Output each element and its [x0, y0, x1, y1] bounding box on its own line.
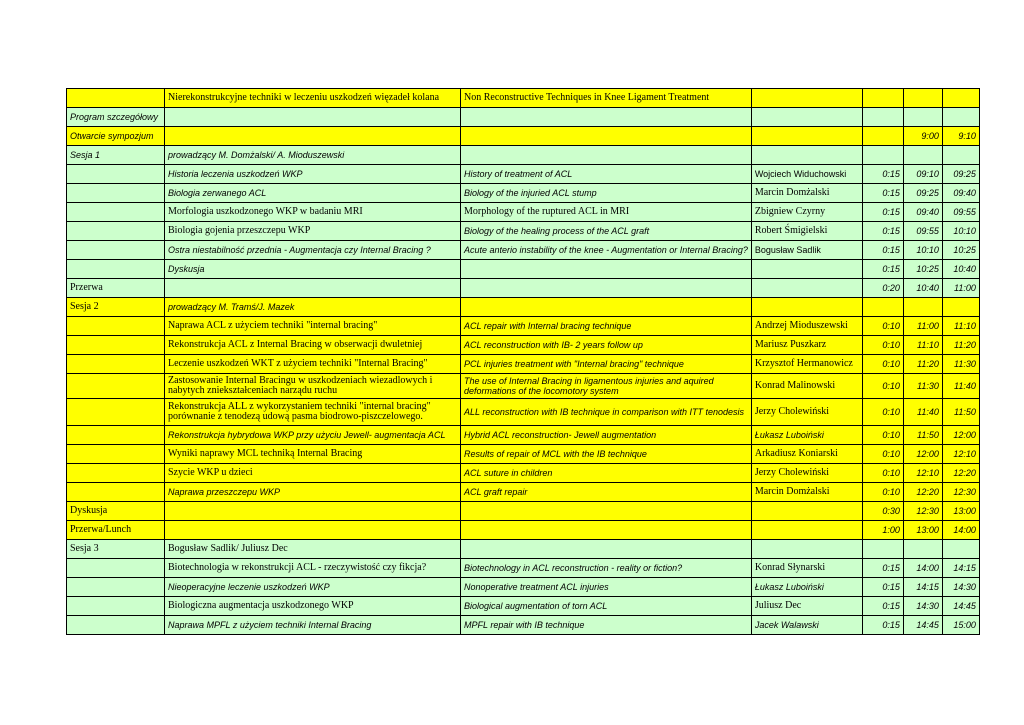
label-cell[interactable]: Otwarcie sympozjum — [67, 127, 165, 146]
topic-en-cell[interactable]: The use of Internal Bracing in ligamentous injuries and aquired deformations of the locomotory system — [461, 374, 752, 399]
duration-cell[interactable] — [862, 89, 903, 108]
schedule-row — [67, 559, 980, 578]
schedule-row — [67, 241, 980, 260]
label-cell[interactable] — [67, 426, 165, 445]
schedule-row — [67, 336, 980, 355]
topic-en-cell[interactable]: Biological augmentation of torn ACL — [461, 597, 752, 616]
speaker-cell[interactable]: Konrad Malinowski — [751, 374, 862, 399]
end-time-cell[interactable] — [942, 89, 979, 108]
schedule-row — [67, 399, 980, 426]
end-time-cell[interactable]: 11:50 — [942, 399, 979, 426]
duration-cell[interactable]: 0:30 — [862, 502, 903, 521]
label-cell[interactable] — [67, 203, 165, 222]
duration-cell[interactable]: 0:10 — [862, 464, 903, 483]
topic-pl-cell[interactable]: Nieoperacyjne leczenie uszkodzeń WKP — [165, 578, 461, 597]
topic-en-cell[interactable] — [461, 502, 752, 521]
start-time-cell[interactable]: 11:40 — [903, 399, 942, 426]
start-time-cell[interactable]: 14:15 — [903, 578, 942, 597]
end-time-cell[interactable] — [942, 298, 979, 317]
label-cell[interactable]: Sesja 2 — [67, 298, 165, 317]
topic-pl-cell[interactable]: prowadzący M. Tramś/J. Mazek — [165, 298, 461, 317]
duration-cell[interactable]: 0:20 — [862, 279, 903, 298]
duration-cell[interactable]: 0:10 — [862, 426, 903, 445]
topic-pl-cell[interactable] — [165, 127, 461, 146]
topic-pl-cell[interactable]: Biotechnologia w rekonstrukcji ACL - rzeczywistość czy fikcja? — [165, 559, 461, 578]
speaker-cell[interactable] — [751, 260, 862, 279]
start-time-cell[interactable]: 14:30 — [903, 597, 942, 616]
schedule-row — [67, 521, 980, 540]
schedule-row — [67, 616, 980, 635]
topic-en-cell[interactable]: Results of repair of MCL with the IB technique — [461, 445, 752, 464]
topic-en-cell[interactable]: PCL injuries treatment with "Internal bracing" technique — [461, 355, 752, 374]
end-time-cell[interactable]: 09:55 — [942, 203, 979, 222]
speaker-cell[interactable]: Łukasz Luboiński — [751, 578, 862, 597]
label-cell[interactable] — [67, 483, 165, 502]
label-cell[interactable]: Sesja 3 — [67, 540, 165, 559]
schedule-row — [67, 597, 980, 616]
label-cell[interactable] — [67, 184, 165, 203]
duration-cell[interactable]: 0:15 — [862, 184, 903, 203]
end-time-cell[interactable]: 14:15 — [942, 559, 979, 578]
speaker-cell[interactable]: Robert Śmigielski — [751, 222, 862, 241]
topic-pl-cell[interactable] — [165, 279, 461, 298]
label-cell[interactable] — [67, 597, 165, 616]
schedule-row — [67, 578, 980, 597]
label-cell[interactable] — [67, 165, 165, 184]
label-cell[interactable]: Przerwa — [67, 279, 165, 298]
speaker-cell[interactable] — [751, 146, 862, 165]
duration-cell[interactable]: 0:10 — [862, 336, 903, 355]
label-cell[interactable] — [67, 559, 165, 578]
topic-pl-cell[interactable] — [165, 521, 461, 540]
end-time-cell[interactable]: 14:00 — [942, 521, 979, 540]
end-time-cell[interactable]: 11:30 — [942, 355, 979, 374]
speaker-cell[interactable] — [751, 89, 862, 108]
end-time-cell[interactable]: 15:00 — [942, 616, 979, 635]
speaker-cell[interactable] — [751, 298, 862, 317]
start-time-cell[interactable]: 11:00 — [903, 317, 942, 336]
end-time-cell[interactable]: 11:20 — [942, 336, 979, 355]
topic-pl-cell[interactable]: Rekonstrukcja hybrydowa WKP przy użyciu Jewell- augmentacja ACL — [165, 426, 461, 445]
duration-cell[interactable] — [862, 127, 903, 146]
topic-pl-cell[interactable]: Biologia zerwanego ACL — [165, 184, 461, 203]
speaker-cell[interactable]: Jerzy Cholewiński — [751, 399, 862, 426]
duration-cell[interactable]: 0:15 — [862, 578, 903, 597]
duration-cell[interactable]: 0:10 — [862, 374, 903, 399]
duration-cell[interactable]: 0:10 — [862, 399, 903, 426]
duration-cell[interactable]: 0:15 — [862, 260, 903, 279]
title-pl-cell[interactable]: Nierekonstrukcyjne techniki w leczeniu uszkodzeń więzadeł kolana — [165, 89, 461, 108]
label-cell[interactable] — [67, 355, 165, 374]
topic-pl-cell[interactable]: Naprawa ACL z użyciem techniki "internal bracing" — [165, 317, 461, 336]
start-time-cell[interactable]: 09:40 — [903, 203, 942, 222]
start-time-cell[interactable]: 11:20 — [903, 355, 942, 374]
topic-en-cell[interactable] — [461, 260, 752, 279]
end-time-cell[interactable]: 12:20 — [942, 464, 979, 483]
start-time-cell[interactable]: 12:20 — [903, 483, 942, 502]
topic-pl-cell[interactable] — [165, 502, 461, 521]
schedule-row — [67, 483, 980, 502]
end-time-cell[interactable]: 10:40 — [942, 260, 979, 279]
label-cell[interactable] — [67, 241, 165, 260]
topic-en-cell[interactable]: Biology of the injuried ACL stump — [461, 184, 752, 203]
start-time-cell[interactable]: 12:10 — [903, 464, 942, 483]
speaker-cell[interactable]: Łukasz Luboiński — [751, 426, 862, 445]
topic-pl-cell[interactable]: Zastosowanie Internal Bracingu w uszkodzeniach wiezadlowych i nabytych zniekształceniach narządu ruchu — [165, 374, 461, 399]
end-time-cell[interactable]: 11:40 — [942, 374, 979, 399]
schedule-row — [67, 445, 980, 464]
label-cell[interactable] — [67, 399, 165, 426]
end-time-cell[interactable]: 13:00 — [942, 502, 979, 521]
end-time-cell[interactable]: 14:30 — [942, 578, 979, 597]
schedule-row — [67, 260, 980, 279]
speaker-cell[interactable]: Marcin Domżalski — [751, 483, 862, 502]
end-time-cell[interactable]: 12:30 — [942, 483, 979, 502]
speaker-cell[interactable]: Konrad Słynarski — [751, 559, 862, 578]
end-time-cell[interactable]: 9:10 — [942, 127, 979, 146]
duration-cell[interactable]: 1:00 — [862, 521, 903, 540]
label-cell[interactable] — [67, 616, 165, 635]
topic-en-cell[interactable] — [461, 521, 752, 540]
speaker-cell[interactable] — [751, 540, 862, 559]
label-cell[interactable] — [67, 89, 165, 108]
topic-en-cell[interactable]: Biology of the healing process of the ACL graft — [461, 222, 752, 241]
speaker-cell[interactable]: Zbigniew Czyrny — [751, 203, 862, 222]
topic-en-cell[interactable] — [461, 540, 752, 559]
topic-pl-cell[interactable]: Dyskusja — [165, 260, 461, 279]
schedule-row — [67, 279, 980, 298]
end-time-cell[interactable]: 09:40 — [942, 184, 979, 203]
start-time-cell[interactable]: 10:40 — [903, 279, 942, 298]
topic-en-cell[interactable]: ACL reconstruction with IB- 2 years follow up — [461, 336, 752, 355]
schedule-row — [67, 108, 980, 127]
topic-en-cell[interactable] — [461, 127, 752, 146]
speaker-cell[interactable]: Wojciech Widuchowski — [751, 165, 862, 184]
schedule-row — [67, 464, 980, 483]
duration-cell[interactable]: 0:10 — [862, 317, 903, 336]
topic-pl-cell[interactable]: Morfologia uszkodzonego WKP w badaniu MRI — [165, 203, 461, 222]
start-time-cell[interactable]: 14:45 — [903, 616, 942, 635]
end-time-cell[interactable]: 12:10 — [942, 445, 979, 464]
speaker-cell[interactable]: Jerzy Cholewiński — [751, 464, 862, 483]
topic-en-cell[interactable] — [461, 298, 752, 317]
topic-pl-cell[interactable]: Ostra niestabilność przednia - Augmentacja czy Internal Bracing ? — [165, 241, 461, 260]
duration-cell[interactable] — [862, 108, 903, 127]
speaker-cell[interactable]: Marcin Domżalski — [751, 184, 862, 203]
label-cell[interactable]: Dyskusja — [67, 502, 165, 521]
start-time-cell[interactable]: 11:50 — [903, 426, 942, 445]
duration-cell[interactable]: 0:15 — [862, 559, 903, 578]
end-time-cell[interactable]: 12:00 — [942, 426, 979, 445]
duration-cell[interactable] — [862, 146, 903, 165]
topic-pl-cell[interactable]: Szycie WKP u dzieci — [165, 464, 461, 483]
label-cell[interactable]: Program szczegółowy — [67, 108, 165, 127]
duration-cell[interactable]: 0:15 — [862, 165, 903, 184]
start-time-cell[interactable]: 09:10 — [903, 165, 942, 184]
start-time-cell[interactable]: 10:25 — [903, 260, 942, 279]
label-cell[interactable] — [67, 578, 165, 597]
topic-en-cell[interactable]: ACL graft repair — [461, 483, 752, 502]
label-cell[interactable] — [67, 317, 165, 336]
topic-en-cell[interactable]: ALL reconstruction with IB technique in comparison with ITT tenodesis — [461, 399, 752, 426]
topic-en-cell[interactable]: Nonoperative treatment ACL injuries — [461, 578, 752, 597]
duration-cell[interactable]: 0:10 — [862, 355, 903, 374]
topic-pl-cell[interactable]: prowadzący M. Domżalski/ A. Mioduszewski — [165, 146, 461, 165]
end-time-cell[interactable] — [942, 540, 979, 559]
duration-cell[interactable] — [862, 540, 903, 559]
speaker-cell[interactable]: Bogusław Sadlik — [751, 241, 862, 260]
speaker-cell[interactable] — [751, 127, 862, 146]
topic-en-cell[interactable] — [461, 146, 752, 165]
topic-en-cell[interactable]: History of treatment of ACL — [461, 165, 752, 184]
schedule-row — [67, 298, 980, 317]
start-time-cell[interactable]: 11:30 — [903, 374, 942, 399]
topic-en-cell[interactable]: Morphology of the ruptured ACL in MRI — [461, 203, 752, 222]
speaker-cell[interactable]: Krzysztof Hermanowicz — [751, 355, 862, 374]
topic-pl-cell[interactable] — [165, 108, 461, 127]
label-cell[interactable] — [67, 260, 165, 279]
topic-pl-cell[interactable]: Biologiczna augmentacja uszkodzonego WKP — [165, 597, 461, 616]
start-time-cell[interactable]: 12:00 — [903, 445, 942, 464]
topic-en-cell[interactable]: ACL suture in children — [461, 464, 752, 483]
speaker-cell[interactable] — [751, 108, 862, 127]
speaker-cell[interactable]: Andrzej Mioduszewski — [751, 317, 862, 336]
schedule-row — [67, 165, 980, 184]
schedule-row — [67, 317, 980, 336]
start-time-cell[interactable] — [903, 298, 942, 317]
speaker-cell[interactable] — [751, 279, 862, 298]
start-time-cell[interactable]: 9:00 — [903, 127, 942, 146]
topic-en-cell[interactable]: MPFL repair with IB technique — [461, 616, 752, 635]
topic-pl-cell[interactable]: Wyniki naprawy MCL techniką Internal Bracing — [165, 445, 461, 464]
topic-pl-cell[interactable]: Leczenie uszkodzeń WKT z użyciem techniki "Internal Bracing" — [165, 355, 461, 374]
schedule-row — [67, 203, 980, 222]
end-time-cell[interactable]: 11:10 — [942, 317, 979, 336]
end-time-cell[interactable]: 11:00 — [942, 279, 979, 298]
schedule-row — [67, 127, 980, 146]
duration-cell[interactable]: 0:10 — [862, 483, 903, 502]
speaker-cell[interactable]: Arkadiusz Koniarski — [751, 445, 862, 464]
start-time-cell[interactable]: 14:00 — [903, 559, 942, 578]
label-cell[interactable] — [67, 445, 165, 464]
start-time-cell[interactable] — [903, 540, 942, 559]
duration-cell[interactable]: 0:15 — [862, 203, 903, 222]
speaker-cell[interactable]: Mariusz Puszkarz — [751, 336, 862, 355]
start-time-cell[interactable]: 13:00 — [903, 521, 942, 540]
label-cell[interactable] — [67, 374, 165, 399]
topic-pl-cell[interactable]: Historia leczenia uszkodzeń WKP — [165, 165, 461, 184]
start-time-cell[interactable]: 09:25 — [903, 184, 942, 203]
end-time-cell[interactable]: 14:45 — [942, 597, 979, 616]
label-cell[interactable]: Sesja 1 — [67, 146, 165, 165]
duration-cell[interactable] — [862, 298, 903, 317]
topic-en-cell[interactable]: Hybrid ACL reconstruction- Jewell augmentation — [461, 426, 752, 445]
speaker-cell[interactable]: Juliusz Dec — [751, 597, 862, 616]
topic-en-cell[interactable] — [461, 279, 752, 298]
duration-cell[interactable]: 0:15 — [862, 222, 903, 241]
topic-pl-cell[interactable]: Naprawa MPFL z użyciem techniki Internal Bracing — [165, 616, 461, 635]
header-row — [67, 89, 980, 108]
start-time-cell[interactable]: 12:30 — [903, 502, 942, 521]
end-time-cell[interactable]: 10:10 — [942, 222, 979, 241]
start-time-cell[interactable] — [903, 146, 942, 165]
schedule-row — [67, 146, 980, 165]
topic-en-cell[interactable] — [461, 108, 752, 127]
speaker-cell[interactable]: Jacek Walawski — [751, 616, 862, 635]
start-time-cell[interactable] — [903, 108, 942, 127]
end-time-cell[interactable] — [942, 108, 979, 127]
title-en-cell[interactable]: Non Reconstructive Techniques in Knee Ligament Treatment — [461, 89, 752, 108]
duration-cell[interactable]: 0:15 — [862, 616, 903, 635]
topic-en-cell[interactable]: ACL repair with Internal bracing technique — [461, 317, 752, 336]
start-time-cell[interactable]: 10:10 — [903, 241, 942, 260]
duration-cell[interactable]: 0:15 — [862, 597, 903, 616]
topic-pl-cell[interactable]: Rekonstrukcja ALL z wykorzystaniem techniki "internal bracing" porównanie z tenodezą udową pasma biodrowo-piszczelowego. — [165, 399, 461, 426]
label-cell[interactable] — [67, 222, 165, 241]
topic-pl-cell[interactable]: Bogusław Sadlik/ Juliusz Dec — [165, 540, 461, 559]
schedule-row — [67, 184, 980, 203]
label-cell[interactable]: Przerwa/Lunch — [67, 521, 165, 540]
end-time-cell[interactable]: 10:25 — [942, 241, 979, 260]
schedule-row — [67, 355, 980, 374]
topic-pl-cell[interactable]: Rekonstrukcja ACL z Internal Bracing w obserwacji dwuletniej — [165, 336, 461, 355]
schedule-row — [67, 426, 980, 445]
topic-en-cell[interactable]: Biotechnology in ACL reconstruction - reality or fiction? — [461, 559, 752, 578]
topic-pl-cell[interactable]: Naprawa przeszczepu WKP — [165, 483, 461, 502]
schedule-row — [67, 222, 980, 241]
end-time-cell[interactable] — [942, 146, 979, 165]
start-time-cell[interactable] — [903, 89, 942, 108]
schedule-row — [67, 374, 980, 399]
label-cell[interactable] — [67, 336, 165, 355]
topic-en-cell[interactable]: Acute anterio instability of the knee - Augmentation or Internal Bracing? — [461, 241, 752, 260]
topic-pl-cell[interactable]: Biologia gojenia przeszczepu WKP — [165, 222, 461, 241]
start-time-cell[interactable]: 11:10 — [903, 336, 942, 355]
speaker-cell[interactable] — [751, 521, 862, 540]
schedule-table — [66, 88, 980, 635]
speaker-cell[interactable] — [751, 502, 862, 521]
end-time-cell[interactable]: 09:25 — [942, 165, 979, 184]
start-time-cell[interactable]: 09:55 — [903, 222, 942, 241]
duration-cell[interactable]: 0:10 — [862, 445, 903, 464]
schedule-row — [67, 502, 980, 521]
label-cell[interactable] — [67, 464, 165, 483]
schedule-row — [67, 540, 980, 559]
duration-cell[interactable]: 0:15 — [862, 241, 903, 260]
